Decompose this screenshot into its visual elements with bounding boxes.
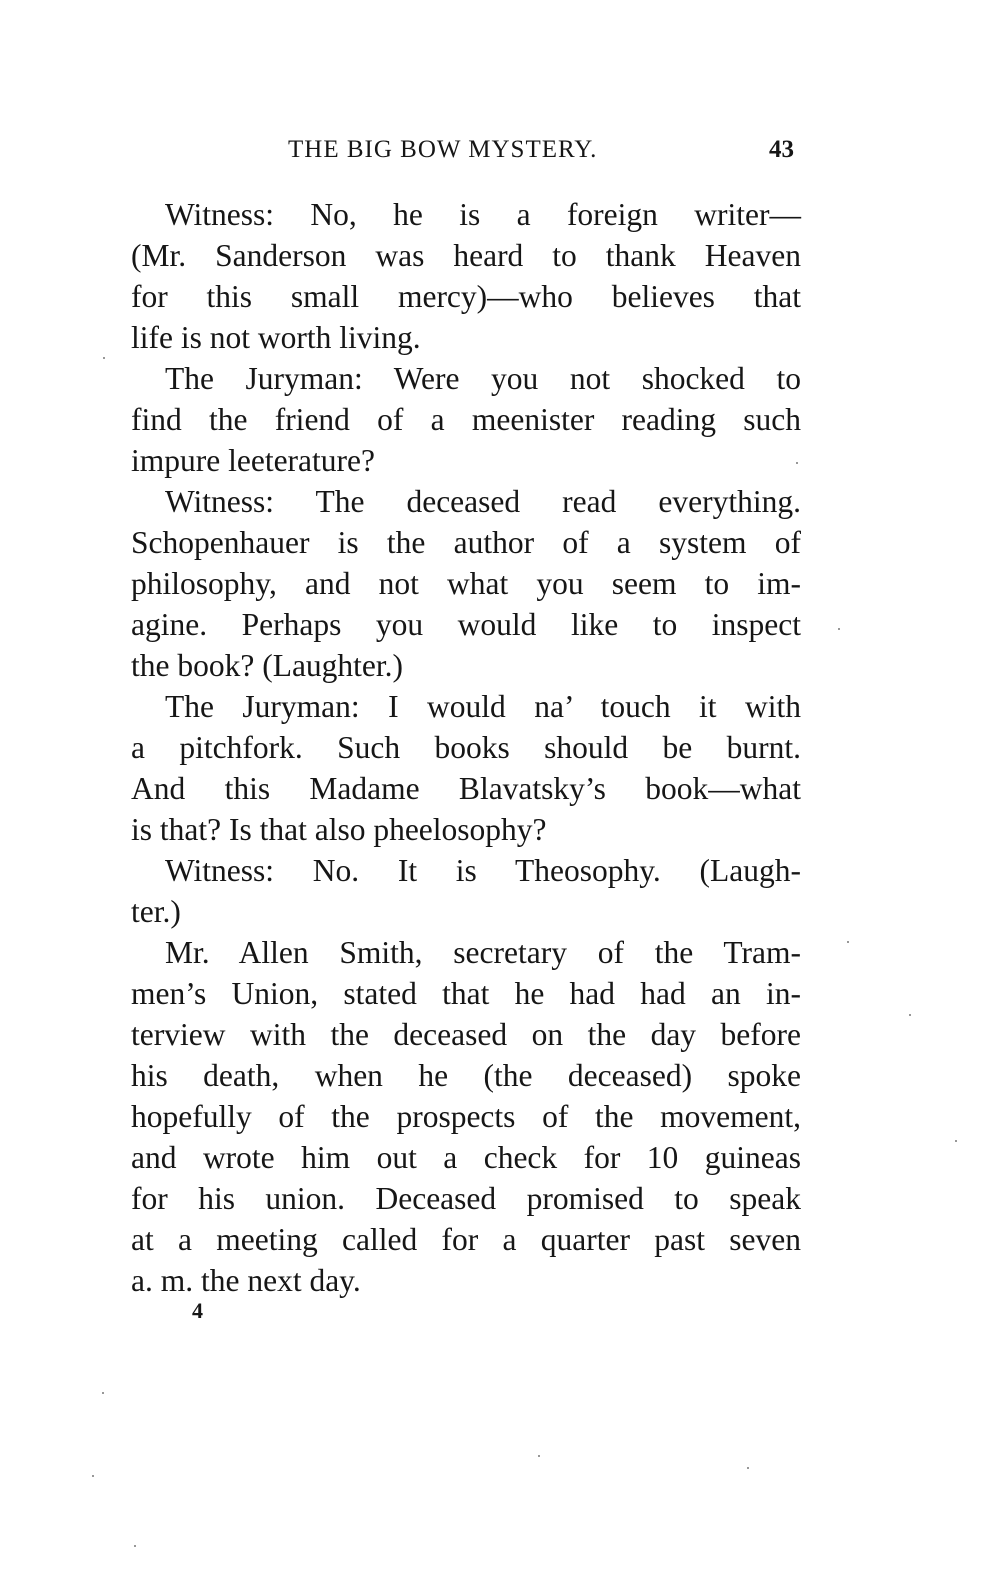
text-line: The Juryman: Were you not shocked to: [165, 361, 801, 396]
text-line: agine. Perhaps you would like to inspect: [131, 607, 801, 642]
text-line: Schopenhauer is the author of a system of: [131, 525, 801, 560]
scan-speck: [796, 462, 798, 464]
text-line: impure leeterature?: [131, 443, 375, 478]
page-number: 43: [769, 136, 794, 163]
text-line: is that? Is that also pheelosophy?: [131, 812, 547, 847]
text-line: and wrote him out a check for 10 guineas: [131, 1140, 801, 1175]
text-line: his death, when he (the deceased) spoke: [131, 1058, 801, 1093]
text-line: for this small mercy)—who believes that: [131, 279, 801, 314]
text-line: (Mr. Sanderson was heard to thank Heaven: [131, 238, 801, 273]
scan-speck: [92, 1475, 94, 1477]
text-line: Mr. Allen Smith, secretary of the Tram-: [165, 935, 801, 970]
text-line: for his union. Deceased promised to speak: [131, 1181, 801, 1216]
scan-speck: [103, 357, 105, 359]
text-line: find the friend of a meenister reading such: [131, 402, 801, 437]
scan-speck: [838, 628, 840, 630]
scan-speck: [955, 1140, 957, 1142]
text-line: men’s Union, stated that he had had an in-: [131, 976, 801, 1011]
text-line: The Juryman: I would na’ touch it with: [165, 689, 801, 724]
scan-speck: [847, 941, 849, 943]
running-header: [130, 132, 800, 168]
running-title: THE BIG BOW MYSTERY.: [288, 136, 598, 163]
scan-speck: [747, 1467, 749, 1469]
text-line: Witness: No, he is a foreign writer—: [165, 197, 801, 232]
text-line: hopefully of the prospects of the movement,: [131, 1099, 801, 1134]
scan-speck: [909, 1014, 911, 1016]
text-line: terview with the deceased on the day before: [131, 1017, 801, 1052]
body-text: [131, 194, 801, 1301]
scan-speck: [102, 1392, 104, 1394]
scan-speck: [134, 1545, 136, 1547]
text-line: And this Madame Blavatsky’s book—what: [131, 771, 801, 806]
text-line: at a meeting called for a quarter past seven: [131, 1222, 801, 1257]
scan-speck: [538, 1455, 540, 1457]
text-line: Witness: No. It is Theosophy. (Laugh-: [165, 853, 801, 888]
text-line: ter.): [131, 894, 181, 929]
text-line: life is not worth living.: [131, 320, 421, 355]
text-line: philosophy, and not what you seem to im-: [131, 566, 801, 601]
text-line: a pitchfork. Such books should be burnt.: [131, 730, 801, 765]
text-line: a. m. the next day.: [131, 1263, 361, 1298]
text-line: Witness: The deceased read everything.: [165, 484, 801, 519]
text-line: the book? (Laughter.): [131, 648, 404, 683]
signature-mark: 4: [192, 1298, 203, 1323]
